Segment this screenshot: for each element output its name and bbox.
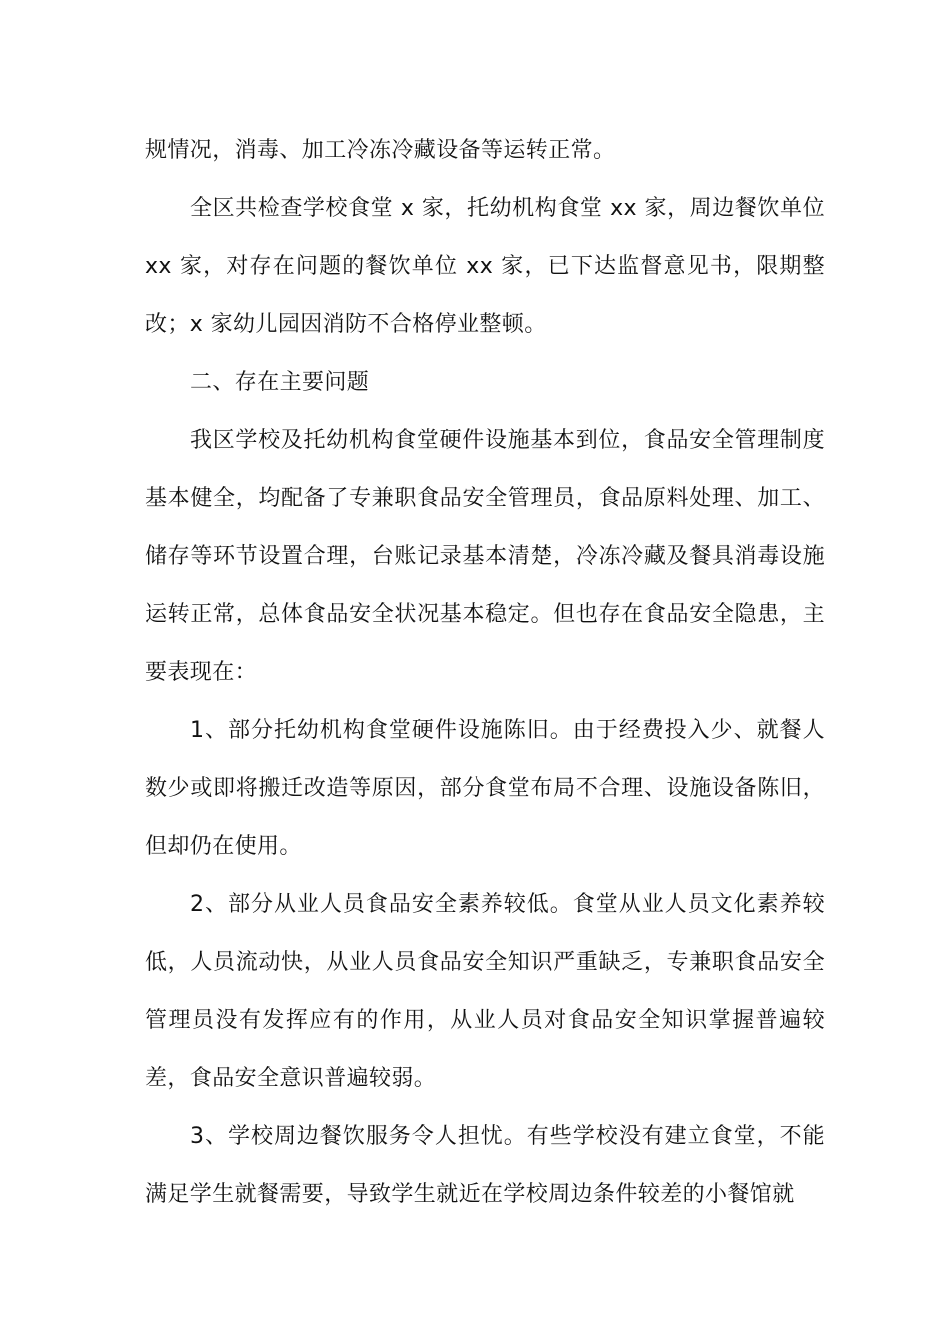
paragraph-overview: 我区学校及托幼机构食堂硬件设施基本到位，食品安全管理制度基本健全，均配备了专兼职食品安全管理员，食品原料处理、加工、储存等环节设置合理，台账记录基本清楚，冷冻冷藏及餐具消毒设施运转正常，总体食品安全状况基本稳定。但也存在食品安全隐患，主要表现在： (145, 428, 825, 685)
document-body (145, 122, 825, 1224)
paragraph-inspection-summary: 全区共检查学校食堂 x 家，托幼机构食堂 xx 家，周边餐饮单位 xx 家，对存在问题的餐饮单位 xx 家，已下达监督意见书，限期整改；x 家幼儿园因消防不合格停业整顿。 (145, 196, 825, 337)
paragraph-item-2: 2、部分从业人员食品安全素养较低。食堂从业人员文化素养较低，人员流动快，从业人员食品安全知识严重缺乏，专兼职食品安全管理员没有发挥应有的作用，从业人员对食品安全知识掌握普遍较差，食品安全意识普遍较弱。 (145, 892, 825, 1091)
paragraph-continuation: 规情况，消毒、加工冷冻冷藏设备等运转正常。 (145, 138, 616, 163)
section-heading-main-problems: 二、存在主要问题 (190, 370, 370, 395)
paragraph-item-1: 1、部分托幼机构食堂硬件设施陈旧。由于经费投入少、就餐人数少或即将搬迁改造等原因，部分食堂布局不合理、设施设备陈旧，但却仍在使用。 (145, 718, 825, 859)
paragraph-item-3: 3、学校周边餐饮服务令人担忧。有些学校没有建立食堂，不能满足学生就餐需要，导致学生就近在学校周边条件较差的小餐馆就 (145, 1124, 825, 1207)
